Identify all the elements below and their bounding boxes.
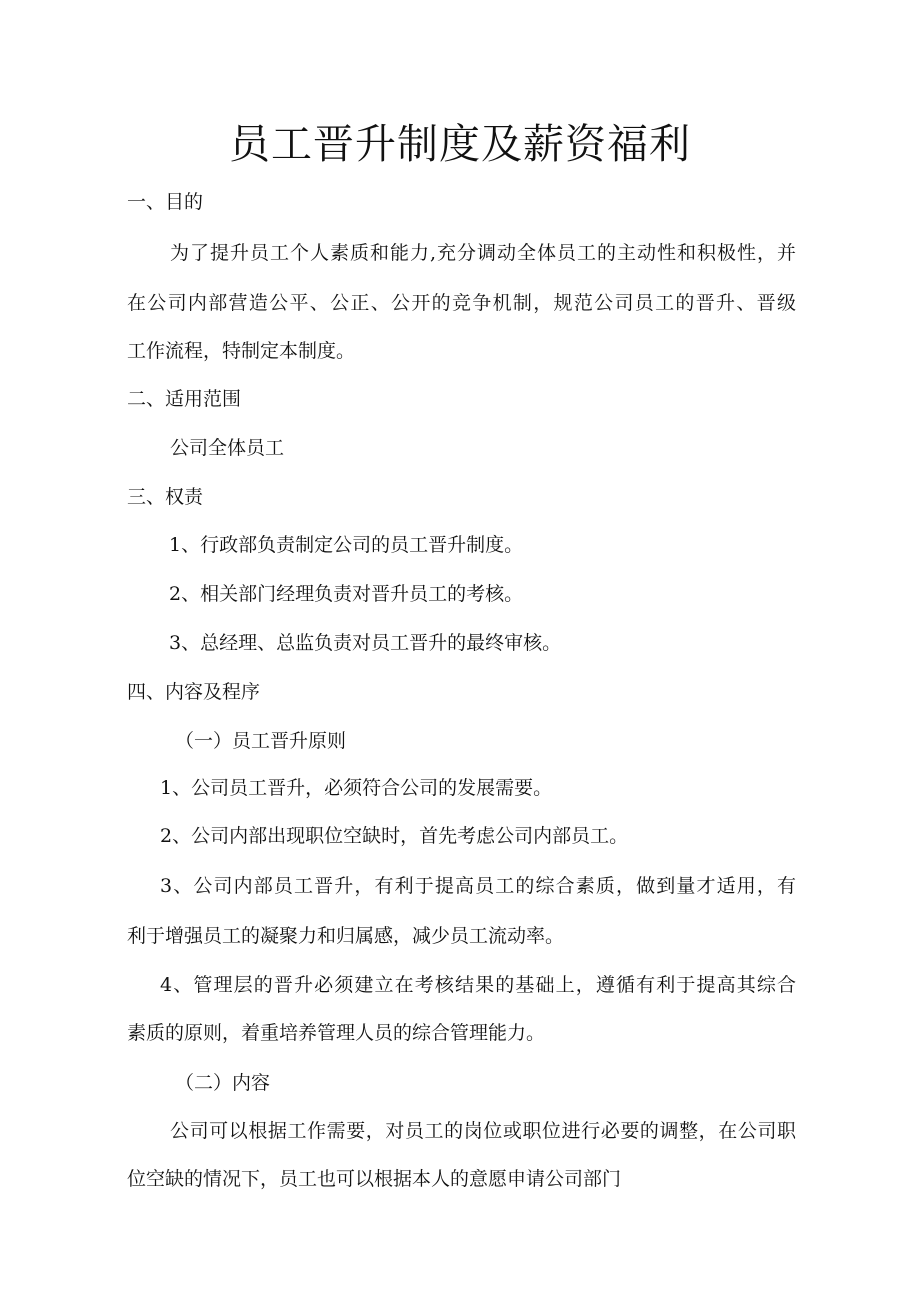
section-heading-responsibilities: 三、权责 xyxy=(127,486,204,508)
paragraph-line: 在公司内部营造公平、公正、公开的竞争机制，规范公司员工的晋升、晋级 xyxy=(127,292,796,314)
paragraph-line: 为了提升员工个人素质和能力,充分调动全体员工的主动性和积极性，并 xyxy=(170,242,796,264)
paragraph-line: 工作流程，特制定本制度。 xyxy=(127,340,356,362)
document-title: 员工晋升制度及薪资福利 xyxy=(229,120,691,168)
list-item: 1、公司员工晋升，必须符合公司的发展需要。 xyxy=(160,777,553,799)
list-item-continuation: 利于增强员工的凝聚力和归属感，减少员工流动率。 xyxy=(127,925,565,947)
subsection-heading-content: （二）内容 xyxy=(175,1072,271,1094)
paragraph-line: 公司可以根据工作需要，对员工的岗位或职位进行必要的调整，在公司职 xyxy=(170,1120,796,1142)
paragraph-line: 位空缺的情况下，员工也可以根据本人的意愿申请公司部门 xyxy=(127,1168,622,1190)
list-item: 3、公司内部员工晋升，有利于提高员工的综合素质，做到量才适用，有 xyxy=(160,875,796,897)
list-item: 2、公司内部出现职位空缺时，首先考虑公司内部员工。 xyxy=(160,825,629,847)
section-heading-purpose: 一、目的 xyxy=(127,191,204,213)
list-item: 2、相关部门经理负责对晋升员工的考核。 xyxy=(169,583,524,605)
paragraph-line: 公司全体员工 xyxy=(170,437,285,459)
list-item: 3、总经理、总监负责对员工晋升的最终审核。 xyxy=(169,632,562,654)
section-heading-content-procedure: 四、内容及程序 xyxy=(127,681,261,703)
section-heading-scope: 二、适用范围 xyxy=(127,388,242,410)
list-item-continuation: 素质的原则，着重培养管理人员的综合管理能力。 xyxy=(127,1022,546,1044)
list-item: 4、管理层的晋升必须建立在考核结果的基础上，遵循有利于提高其综合 xyxy=(160,974,796,996)
list-item: 1、行政部负责制定公司的员工晋升制度。 xyxy=(169,534,524,556)
subsection-heading-principles: （一）员工晋升原则 xyxy=(175,730,347,752)
